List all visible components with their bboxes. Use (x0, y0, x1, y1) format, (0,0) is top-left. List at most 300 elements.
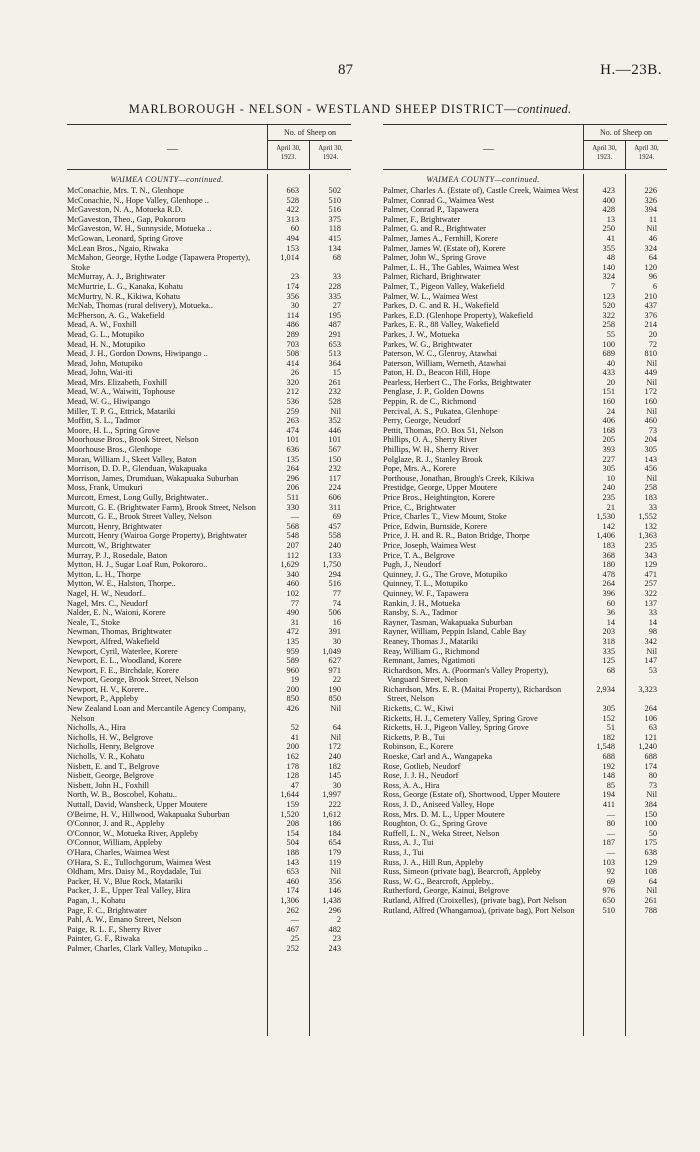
owner-name: Reaney, Thomas J., Matariki (383, 636, 479, 646)
sheep-1923: 433 (602, 368, 615, 378)
owner-name: Nisbett, E. and T., Belgrove (67, 761, 160, 771)
sheep-1923: 123 (602, 291, 615, 301)
sheep-1924: 186 (328, 819, 341, 829)
owner-name: Prestidge, George, Upper Moutere (383, 483, 498, 493)
owner-name: McMurray, A. J., Brightwater (67, 272, 166, 282)
sheep-1924: 175 (644, 838, 657, 848)
sheep-1924: 119 (328, 857, 341, 867)
sheep-1924: 108 (644, 867, 657, 877)
sheep-1923: 703 (286, 339, 299, 349)
sheep-1923: 41 (606, 233, 615, 243)
sheep-1924: 606 (328, 493, 341, 502)
sheep-1924: 449 (644, 368, 657, 378)
sheep-1923: 206 (286, 483, 299, 493)
sheep-1923: — (290, 512, 299, 522)
sheep-1924: 16 (332, 617, 341, 627)
owner-name: Nicholls, H. W., Belgrove (67, 732, 153, 742)
sheep-1923: 102 (286, 588, 299, 598)
sheep-1923: 140 (602, 262, 615, 272)
sheep-1923: 400 (602, 195, 615, 205)
owner-name: Reay, William G., Richmond (383, 646, 480, 656)
sheep-1924: 384 (644, 800, 657, 809)
sheep-1923: 48 (606, 253, 615, 263)
sheep-1923: 51 (606, 723, 615, 733)
owner-name: Nuttall, David, Wansbeck, Upper Moutere (67, 800, 208, 809)
sheep-1923: 467 (286, 924, 299, 934)
sheep-1924: 118 (328, 224, 341, 234)
owner-name: Palmer, Charles A. (Estate of), Castle Creek, Waimea West (383, 186, 579, 195)
owner-name: Palmer, L. H., The Gables, Waimea West (383, 262, 519, 272)
sheep-1924: 228 (328, 281, 341, 291)
sheep-1924: 482 (328, 924, 341, 934)
sheep-1923: 511 (286, 493, 299, 502)
sheep-1924: 460 (644, 416, 657, 426)
sheep-1924: 101 (328, 435, 341, 445)
owner-name: Phillips, W. H., Sherry River (383, 445, 479, 455)
sheep-1924: 74 (332, 598, 341, 608)
owner-name: Morrison, D. D. P., Glenduan, Wakapuaka (67, 464, 207, 474)
sheep-1923: 850 (286, 694, 299, 704)
sheep-1923: 423 (602, 186, 615, 195)
sheep-1924: 364 (328, 358, 341, 368)
sheep-1924: 129 (644, 560, 657, 570)
sheep-1924: Nil (330, 867, 341, 877)
sheep-1923: 168 (602, 425, 615, 435)
sheep-1924: 30 (332, 780, 341, 790)
sheep-1923: 406 (602, 416, 615, 426)
sheep-1924: 471 (644, 569, 657, 579)
sheep-1923: 20 (606, 377, 615, 387)
owner-name: Remnant, James, Ngatimoti (383, 656, 476, 666)
owner-name: Pope, Mrs. A., Korere (383, 464, 457, 474)
sheep-1924: Nil (646, 224, 657, 234)
sheep-1923: 240 (602, 483, 615, 493)
sheep-1923: 200 (286, 684, 299, 694)
sheep-1924: 106 (644, 713, 657, 723)
left-table (67, 124, 351, 1030)
sheep-1924: 133 (328, 550, 341, 560)
owner-name: Palmer, Charles, Clark Valley, Motupiko .. (67, 943, 208, 953)
sheep-1923: 636 (286, 445, 299, 455)
sheep-1923: 1,406 (596, 531, 615, 541)
sheep-1924: Nil (330, 406, 341, 416)
owner-name: McNab, Thomas (rural delivery), Motueka.. (67, 301, 213, 311)
sheep-1924: 33 (648, 608, 657, 618)
sheep-1923: 205 (602, 435, 615, 445)
owner-name: Roughton, O. G., Spring Grove (383, 819, 488, 829)
owner-name: Russ, Simeon (private bag), Bearcroft, Appleby (383, 867, 542, 877)
sheep-1924: 240 (328, 540, 341, 550)
sheep-1924: 182 (328, 761, 341, 771)
sheep-1924: 291 (328, 329, 341, 339)
owner-name: Murcott, Henry, Brightwater (67, 521, 162, 531)
owner-name: Pahl, A. W., Emano Street, Nelson (67, 915, 182, 925)
owner-name: Oldham, Mrs. Daisy M., Roydadale, Tui (67, 867, 202, 877)
sheep-1924: 2 (336, 915, 341, 925)
owner-name: Palmer, Conrad G., Waimea West (383, 195, 495, 205)
sheep-1924: 6 (652, 281, 657, 291)
sheep-1923: 490 (286, 608, 299, 618)
owner-name: Penglase, J. P., Golden Downs (383, 387, 484, 397)
owner-name: Percival, A. S., Pukatea, Glenhope (383, 406, 498, 416)
sheep-1923: 183 (602, 540, 615, 550)
owner-name: Murcott, Ernest, Long Gully, Brightwater.. (67, 493, 209, 502)
owner-name: Nicholls, Henry, Belgrove (67, 742, 155, 752)
owner-name: Nicholls, V. R., Kohatu (67, 752, 145, 762)
sheep-1923: 41 (290, 732, 299, 742)
owner-name: Rankin, J. H., Motueka (383, 598, 461, 608)
owner-name: Mytton, W. E., Halston, Thorpe.. (67, 579, 176, 589)
sheep-1923: 318 (602, 636, 615, 646)
owner-name: Quinney, J. G., The Grove, Motupiko (383, 569, 508, 579)
sheep-1923: 688 (602, 752, 615, 762)
sheep-1923: 689 (602, 349, 615, 359)
owner-name: Pagan, J., Kohatu (67, 895, 126, 905)
sheep-1924: 121 (644, 732, 657, 742)
owner-name: Mead, John, Wai-iti (67, 368, 133, 378)
sheep-1923: 154 (286, 828, 299, 838)
owner-name: Palmer, F., Brightwater (383, 214, 461, 224)
owner-name: Mead, John, Motupiko (67, 358, 143, 368)
sheep-1924: 352 (328, 416, 341, 426)
sheep-1923: 263 (286, 416, 299, 426)
sheep-1923: 305 (602, 464, 615, 474)
sheep-1924: 788 (644, 905, 657, 915)
sheep-1923: 305 (602, 704, 615, 714)
sheep-1923: 663 (286, 186, 299, 195)
sheep-1923: 174 (286, 886, 299, 896)
sheep-1923: 320 (286, 377, 299, 387)
sheep-1924: 73 (648, 780, 657, 790)
sheep-1923: 976 (602, 886, 615, 896)
owner-name: Parkes, E.D. (Glenhope Property), Wakefield (383, 310, 533, 320)
sheep-1923: 650 (602, 895, 615, 905)
sheep-1923: 510 (602, 905, 615, 915)
sheep-1923: 60 (606, 598, 615, 608)
sheep-1924: 342 (644, 636, 657, 646)
sheep-1923: 393 (602, 445, 615, 455)
owner-name: Price, T. A., Belgrove (383, 550, 455, 560)
sheep-1923: 258 (602, 320, 615, 330)
sheep-1924: Nil (646, 406, 657, 416)
owner-name: Mead, W. A., Waiwiti, Tophouse (67, 387, 175, 397)
owner-name: McMahon, George, Hythe Lodge (Tapawera Property), Stoke (67, 253, 251, 272)
owner-name: Mytton, H. J., Sugar Loaf Run, Pokororo.. (67, 560, 208, 570)
sheep-1924: 64 (332, 723, 341, 733)
sheep-1924: 513 (328, 349, 341, 359)
sheep-1924: Nil (646, 646, 657, 656)
sheep-1924: 654 (328, 838, 341, 848)
sheep-1923: 262 (286, 905, 299, 915)
sheep-1923: 85 (606, 780, 615, 790)
owner-name: Moffitt, S. L., Tadmor (67, 416, 141, 426)
title-suffix: continued. (517, 102, 572, 116)
owner-name: Mead, W. G., Hiwipango (67, 397, 151, 407)
sheep-1923: 112 (286, 550, 299, 560)
sheep-1923: 187 (602, 838, 615, 848)
owner-name: Moore, H. L., Spring Grove (67, 425, 160, 435)
sheep-1924: 653 (328, 339, 341, 349)
owner-name: Phillips, O. A., Sherry River (383, 435, 478, 445)
sheep-1923: 135 (286, 454, 299, 464)
owner-name: Roeske, Carl and A., Wangapeka (383, 752, 493, 762)
owner-name: Russ, W. G., Bearcroft, Appleby.. (383, 876, 494, 886)
owner-name: Murcott, G. E. (Brightwater Farm), Brook Street, Nelson (67, 502, 256, 512)
sheep-1924: 195 (328, 310, 341, 320)
sheep-1924: 1,438 (322, 895, 341, 905)
sheep-1924: 23 (332, 934, 341, 944)
owner-name: O'Connor, William, Appleby (67, 838, 163, 848)
owner-name: Parkes, J. W., Motueka (383, 329, 460, 339)
county-subheading: WAIMEA COUNTY—continued. (426, 175, 540, 184)
sheep-1923: 159 (286, 800, 299, 809)
owner-name: Ross, A. A., Hira (383, 780, 440, 790)
sheep-1923: 26 (290, 368, 299, 378)
owner-name: Miller, T. P. G., Ettrick, Matariki (67, 406, 176, 416)
owner-name: Rayner, William, Peppin Island, Cable Bay (383, 627, 526, 637)
sheep-1923: 1,520 (280, 809, 299, 819)
sheep-1923: 36 (606, 608, 615, 618)
sheep-1924: 375 (328, 214, 341, 224)
sheep-1923: 355 (602, 243, 615, 253)
sheep-1923: 194 (602, 790, 615, 800)
owner-name: O'Beirne, H. V., Hillwood, Wakapuaka Suburban (67, 809, 230, 819)
county-subheading: WAIMEA COUNTY—continued. (110, 175, 224, 184)
sheep-1924: Nil (330, 704, 341, 714)
owner-name: Paton, H. D., Beacon Hill, Hope (383, 368, 491, 378)
sheep-1923: 356 (286, 291, 299, 301)
owner-name: Nagel, Mrs. C., Neudorf (67, 598, 148, 608)
sheep-1924: 335 (328, 291, 341, 301)
sheep-1923: 2,934 (596, 684, 615, 694)
owner-name: Rutherford, George, Kainui, Belgrove (383, 886, 510, 896)
sheep-count-header: No. of Sheep on (267, 125, 352, 141)
sheep-1924: 516 (328, 579, 341, 589)
sheep-1924: 120 (644, 262, 657, 272)
sheep-1924: 14 (648, 617, 657, 627)
sheep-1923: 478 (602, 569, 615, 579)
sheep-1924: 510 (328, 195, 341, 205)
owner-name: Mead, Mrs. Elizabeth, Foxhill (67, 377, 168, 387)
owner-name: Painter, G. F., Riwaka (67, 934, 140, 944)
owner-name: Ruffell, L. N., Weka Street, Nelson (383, 828, 500, 838)
sheep-1924: 134 (328, 243, 341, 253)
owner-name: Nicholls, A., Hira (67, 723, 126, 733)
sheep-1924: 261 (328, 377, 341, 387)
document-reference: H.—23B. (600, 62, 662, 78)
sheep-1924: 11 (649, 214, 657, 224)
sheep-1923: — (606, 809, 615, 819)
owner-name: Peppin, R. de C., Richmond (383, 397, 477, 407)
sheep-1924: 33 (332, 272, 341, 282)
sheep-1923: 422 (286, 205, 299, 215)
sheep-1924: 356 (328, 876, 341, 886)
sheep-1924: 190 (328, 684, 341, 694)
sheep-1923: 1,306 (280, 895, 299, 905)
sheep-1924: 394 (644, 205, 657, 215)
owner-name: Pettit, Thomas, P.O. Box 51, Nelson (383, 425, 504, 435)
owner-name: Nagel, H. W., Neudorf.. (67, 588, 147, 598)
sheep-1924: 487 (328, 320, 341, 330)
sheep-1924: 257 (644, 579, 657, 589)
owner-name: McConachie, Mrs. T. N., Glenhope (67, 186, 184, 195)
sheep-1924: 222 (328, 800, 341, 809)
sheep-1924: 68 (332, 253, 341, 263)
owner-name: Rayner, Tasman, Wakapuaka Suburban (383, 617, 513, 627)
sheep-1924: 132 (644, 521, 657, 531)
sheep-1923: 207 (286, 540, 299, 550)
sheep-1924: 146 (328, 886, 341, 896)
sheep-1923: — (606, 847, 615, 857)
sheep-1923: 340 (286, 569, 299, 579)
sheep-1923: 411 (602, 800, 615, 809)
sheep-1924: 147 (644, 656, 657, 666)
sheep-1924: 391 (328, 627, 341, 637)
sheep-1923: 472 (286, 627, 299, 637)
sheep-1924: 15 (332, 368, 341, 378)
sheep-1924: 137 (644, 598, 657, 608)
sheep-1923: 528 (286, 195, 299, 205)
sheep-1923: 13 (606, 214, 615, 224)
owner-name: Newport, Cyril, Waterlee, Korere (67, 646, 178, 656)
sheep-1924: 305 (644, 445, 657, 455)
sheep-1924: 145 (328, 771, 341, 781)
owner-name: Mytton, L. H., Thorpe (67, 569, 141, 579)
sheep-1923: 322 (602, 310, 615, 320)
owner-name: Newport, H. V., Korere.. (67, 684, 149, 694)
owner-name: Russ, A. J., Tui (383, 838, 434, 848)
sheep-1924: Nil (646, 473, 657, 483)
owner-name: Newport, P., Appleby (67, 694, 139, 704)
sheep-1923: 30 (290, 301, 299, 311)
sheep-1923: 151 (602, 387, 615, 397)
owner-name: Page, F. C., Brightwater (67, 905, 147, 915)
sheep-1923: 426 (286, 704, 299, 714)
owner-name: Paterson, William, Werneth, Atawhai (383, 358, 507, 368)
sheep-1923: 152 (602, 713, 615, 723)
owner-name: Palmer, John W., Spring Grove (383, 253, 487, 263)
owner-name: Perry, George, Neudorf (383, 416, 461, 426)
sheep-1924: Nil (646, 886, 657, 896)
owner-name: O'Hara, S. E., Tullochgorum, Waimea West (67, 857, 212, 867)
sheep-1923: 135 (286, 636, 299, 646)
owner-name: Paterson, W. C., Glenroy, Atawhai (383, 349, 497, 359)
owner-name: Ricketts, P. B., Tui (383, 732, 446, 742)
sheep-1923: 494 (286, 233, 299, 243)
sheep-1923: 182 (602, 732, 615, 742)
sheep-1923: 324 (602, 272, 615, 282)
sheep-1923: 235 (602, 493, 615, 502)
sheep-1923: — (606, 828, 615, 838)
sheep-1924: 160 (644, 397, 657, 407)
owner-name: Palmer, Conrad P., Tapawera (383, 205, 479, 215)
owner-name: Price, C., Brightwater (383, 502, 456, 512)
sheep-1923: 47 (290, 780, 299, 790)
sheep-1924: 184 (328, 828, 341, 838)
sheep-1924: 688 (644, 752, 657, 762)
owner-name: New Zealand Loan and Mercantile Agency Company, Nelson (67, 704, 246, 723)
sheep-1924: 326 (644, 195, 657, 205)
owner-name: Richardson, Mrs. E. R. (Maitai Property), Richardson Street, Nelson (383, 684, 562, 704)
owner-name: Robinson, E., Korere (383, 742, 454, 752)
owner-name: Newport, F. E., Birchdale, Korere (67, 665, 179, 675)
owner-name: McLean Bros., Ngaio, Riwaka (67, 243, 169, 253)
owner-name: Pearless, Herbert C., The Forks, Brightwater (383, 377, 532, 387)
sheep-1923: 178 (286, 761, 299, 771)
owner-name: Price Bros., Heightington, Korere (383, 493, 495, 502)
sheep-1924: 240 (328, 752, 341, 762)
owner-name: Newport, George, Brook Street, Nelson (67, 675, 199, 685)
sheep-1923: 68 (606, 665, 615, 675)
sheep-1924: 415 (328, 233, 341, 243)
page-header (0, 62, 700, 86)
sheep-1924: 224 (328, 483, 341, 493)
sheep-1923: 80 (606, 819, 615, 829)
sheep-1923: 203 (602, 627, 615, 637)
owner-name: Price, Edwin, Burnside, Korere (383, 521, 488, 531)
sheep-1923: — (290, 915, 299, 925)
owner-name: Polglaze, R. J., Stanley Brook (383, 454, 483, 464)
table-body (383, 174, 667, 1036)
sheep-1924: Nil (646, 790, 657, 800)
sheep-1923: 250 (602, 224, 615, 234)
sheep-1923: 1,014 (280, 253, 299, 263)
sheep-1923: 7 (610, 281, 615, 291)
sheep-1924: Nil (330, 732, 341, 742)
owner-name: Rutland, Alfred (Croixelles), (private bag), Port Nelson (383, 895, 567, 905)
sheep-1924: 210 (644, 291, 657, 301)
table-header (67, 124, 351, 170)
owner-name: Quinney, T. L., Motupiko (383, 579, 468, 589)
year-1923-header: April 30, 1923. (583, 140, 625, 169)
sheep-1924: 20 (648, 329, 657, 339)
sheep-1923: 536 (286, 397, 299, 407)
owner-name: O'Connor, W., Motueka River, Appleby (67, 828, 199, 838)
owner-name: Mead, G. L., Motupiko (67, 329, 145, 339)
sheep-1923: 296 (286, 473, 299, 483)
table-body (67, 174, 351, 1036)
year-1924-header: April 30, 1924. (625, 140, 667, 169)
owner-name: Nisbett, John H., Foxhill (67, 780, 150, 790)
sheep-1923: 504 (286, 838, 299, 848)
sheep-1923: 1,644 (280, 790, 299, 800)
owner-name: Price, Joseph, Waimea West (383, 540, 477, 550)
owner-name: Parkes, D. C. and R. H., Wakefield (383, 301, 499, 311)
sheep-1923: 568 (286, 521, 299, 531)
sheep-1924: 100 (644, 819, 657, 829)
sheep-1923: 14 (606, 617, 615, 627)
sheep-1923: 1,530 (596, 512, 615, 522)
sheep-1923: 252 (286, 943, 299, 953)
sheep-1924: 150 (644, 809, 657, 819)
owner-name: Nisbett, George, Belgrove (67, 771, 154, 781)
sheep-1923: 960 (286, 665, 299, 675)
sheep-1924: 446 (328, 425, 341, 435)
owner-name: Packer, J. E., Upper Teal Valley, Hira (67, 886, 191, 896)
sheep-1923: 52 (290, 723, 299, 733)
sheep-1923: 60 (290, 224, 299, 234)
sheep-1924: 311 (328, 502, 341, 512)
sheep-1924: 96 (648, 272, 657, 282)
sheep-1924: 456 (644, 464, 657, 474)
sheep-1923: 264 (602, 579, 615, 589)
sheep-1923: 460 (286, 579, 299, 589)
owner-name: Murcott, W., Brightwater (67, 540, 151, 550)
sheep-1924: 129 (644, 857, 657, 867)
sheep-1923: 153 (286, 243, 299, 253)
sheep-1923: 313 (286, 214, 299, 224)
sheep-1924: 243 (328, 943, 341, 953)
